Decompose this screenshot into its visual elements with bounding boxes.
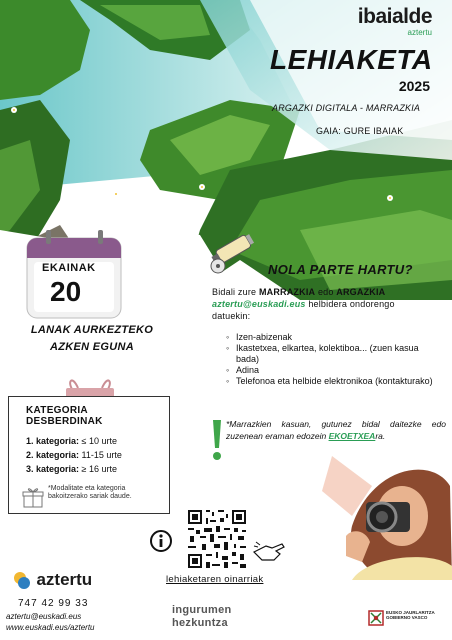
deadline-text: [12, 322, 172, 356]
intro-text: helbidera ondorengo datuekin:: [212, 299, 395, 321]
intro-photo: ARGAZKIA: [336, 287, 386, 297]
note-text: ra.: [375, 431, 386, 441]
note-text: *Marrazkien kasuan, gutunez bidal daitezke edo zuzenean eraman edozein: [226, 419, 446, 441]
category-age: ≤ 10 urte: [81, 436, 118, 446]
category-label: 2. kategoria:: [26, 450, 80, 460]
category-row: [26, 436, 117, 446]
government-name: [386, 610, 435, 620]
intro-text: edo: [317, 287, 334, 297]
ekoetxea-link[interactable]: EKOETXEA: [328, 431, 376, 441]
government-line2: GOBIERNO VASCO: [386, 615, 428, 620]
page-title: LEHIAKETA: [270, 44, 433, 75]
list-item: ◦ Adina: [226, 365, 436, 376]
calendar-month: EKAINAK: [42, 262, 96, 274]
category-age: 11-15 urte: [81, 450, 122, 460]
intro-text: Bidali zure: [212, 287, 257, 297]
department-name: [172, 604, 232, 630]
year: 2025: [398, 78, 430, 94]
category-age: ≥ 16 urte: [81, 464, 118, 474]
category-row: [26, 464, 117, 474]
government-line1: EUSKO JAURLARITZA: [386, 610, 435, 615]
contest-subtitle: ARGAZKI DIGITALA - MARRAZKIA: [272, 103, 421, 113]
list-item: ◦ Ikastetxea, elkartea, kolektiboa... (zuen kasua bada): [226, 343, 436, 365]
aztertu-logo-text: aztertu: [36, 570, 93, 589]
list-item: ◦ Telefonoa eta helbide elektronikoa (kontakturako): [226, 376, 436, 387]
photographer-illustration: [312, 446, 452, 580]
category-title-line1: KATEGORIA: [26, 405, 88, 416]
category-note: *Modalitate eta kategoria bakoitzerako sariak daude.: [48, 485, 132, 500]
how-intro: [212, 286, 432, 322]
info-icon: [150, 530, 172, 552]
pointing-hand-icon: [252, 538, 286, 564]
phone-number[interactable]: 747 42 99 33: [18, 598, 89, 609]
basque-government-emblem: [368, 610, 384, 626]
aztertu-logo-icon: [12, 570, 32, 590]
qr-code[interactable]: [186, 508, 248, 570]
footer-url[interactable]: www.euskadi.eus/aztertu: [6, 623, 95, 632]
contest-theme: GAIA: GURE IBAIAK: [316, 126, 404, 136]
required-data-list: [226, 332, 436, 387]
aztertu-logo: [12, 570, 92, 590]
department-line2: hezkuntza: [172, 617, 228, 629]
calendar-day: 20: [50, 276, 82, 307]
department-line1: ingurumen: [172, 604, 232, 616]
category-row: [26, 450, 122, 460]
deadline-line1: LANAK AURKEZTEKO: [30, 324, 154, 336]
deadline-line2: AZKEN EGUNA: [50, 341, 134, 353]
category-label: 1. kategoria:: [26, 436, 80, 446]
how-to-participate-title: NOLA PARTE HARTU?: [268, 262, 413, 277]
brand-name: ibaialde: [357, 5, 432, 28]
category-label: 3. kategoria:: [26, 464, 80, 474]
list-item: ◦ Izen-abizenak: [226, 332, 436, 343]
exclamation-icon: [210, 418, 224, 462]
category-title-line2: DESBERDINAK: [26, 416, 103, 427]
brand-logo: [358, 6, 432, 38]
paint-tube-icon: [204, 226, 262, 278]
rules-link[interactable]: lehiaketaren oinarriak: [166, 574, 264, 585]
drawings-note: [226, 418, 446, 442]
category-title: [26, 405, 103, 427]
email-link[interactable]: aztertu@euskadi.eus: [212, 299, 306, 309]
intro-drawing: MARRAZKIA: [258, 287, 316, 297]
gift-icon: [22, 486, 44, 508]
brand-subname: aztertu: [407, 28, 432, 37]
footer-email[interactable]: aztertu@euskadi.eus: [6, 612, 82, 621]
